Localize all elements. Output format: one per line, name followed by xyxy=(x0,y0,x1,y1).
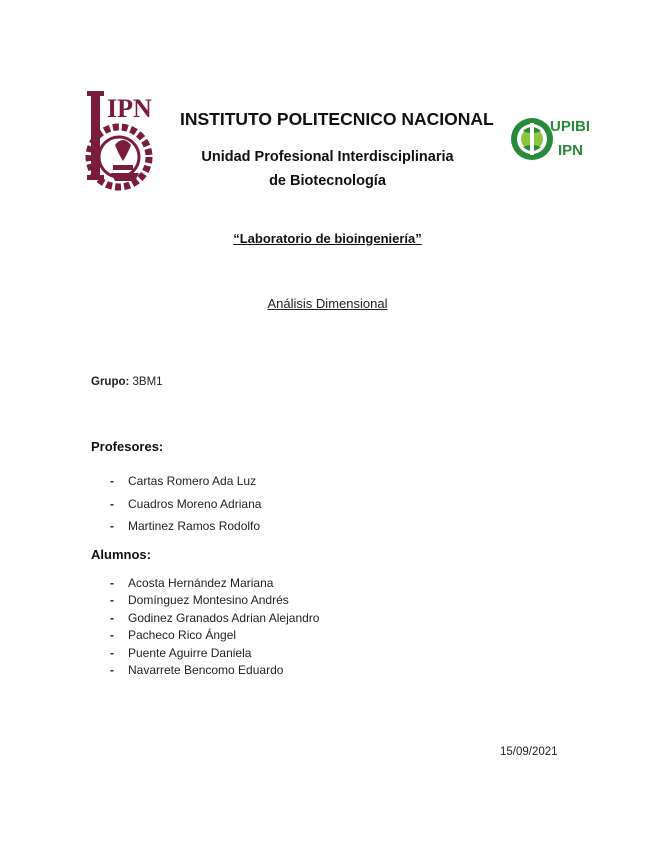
list-item xyxy=(110,627,319,644)
group-label: Grupo: xyxy=(91,376,130,388)
student-name: Puente Aguirre Daniela xyxy=(128,645,252,660)
bullet: - xyxy=(110,593,114,608)
list-item xyxy=(110,515,261,538)
bullet: - xyxy=(110,474,114,488)
student-name: Navarrete Bencomo Eduardo xyxy=(128,663,284,678)
bullet: - xyxy=(110,610,114,625)
list-item xyxy=(110,645,319,662)
group-line xyxy=(91,376,163,388)
document-topic: Análisis Dimensional xyxy=(267,296,388,311)
list-item xyxy=(110,662,319,679)
bullet: - xyxy=(110,628,114,643)
list-item xyxy=(110,493,261,516)
professors-list xyxy=(110,470,261,538)
ipn-logo-text: IPN xyxy=(107,94,152,123)
list-item xyxy=(110,470,261,493)
upibi-logo-text-top: UPIBI xyxy=(550,118,590,135)
bullet: - xyxy=(110,663,114,678)
list-item xyxy=(110,592,319,609)
group-value: 3BM1 xyxy=(132,376,163,388)
student-name: Acosta Hernández Mariana xyxy=(128,576,274,590)
bullet: - xyxy=(110,645,114,660)
list-item xyxy=(110,575,319,592)
students-heading: Alumnos: xyxy=(91,547,151,562)
bullet: - xyxy=(110,576,114,590)
unit-name-line2: de Biotecnología xyxy=(269,173,386,189)
professor-name: Martinez Ramos Rodolfo xyxy=(128,519,261,533)
student-name: Godinez Granados Adrian Alejandro xyxy=(128,610,320,625)
lab-name: “Laboratorio de bioingeniería” xyxy=(233,231,422,246)
document-date: 15/09/2021 xyxy=(500,746,558,758)
bullet: - xyxy=(110,496,114,511)
institution-title: INSTITUTO POLITECNICO NACIONAL xyxy=(180,109,494,129)
professor-name: Cartas Romero Ada Luz xyxy=(128,474,257,488)
students-list xyxy=(110,575,319,679)
bullet: - xyxy=(110,519,114,533)
professor-name: Cuadros Moreno Adriana xyxy=(128,496,262,511)
student-name: Pacheco Rico Ángel xyxy=(128,628,237,643)
professors-heading: Profesores: xyxy=(91,439,164,454)
student-name: Domínguez Montesino Andrés xyxy=(128,593,289,608)
upibi-logo-text-bottom: IPN xyxy=(558,142,584,159)
unit-name-line1: Unidad Profesional Interdisciplinaria xyxy=(201,149,454,165)
list-item xyxy=(110,610,319,627)
